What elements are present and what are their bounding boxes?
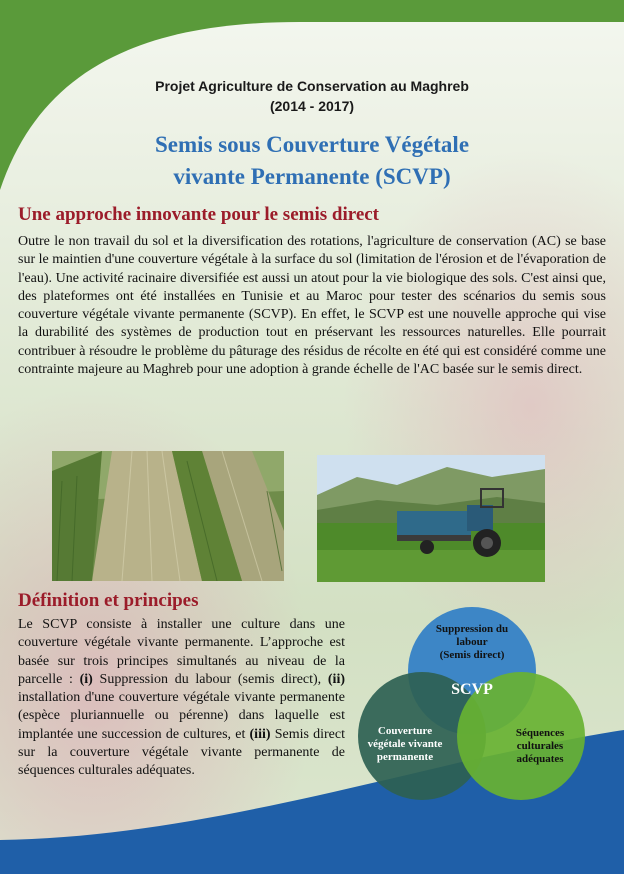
venn-right-label-2: culturales xyxy=(516,740,564,752)
venn-left-label-3: permanente xyxy=(376,751,434,763)
section-heading-definition: Définition et principes xyxy=(18,590,199,611)
project-title: Projet Agriculture de Conservation au Maghreb xyxy=(155,78,469,94)
section-heading-approach: Une approche innovante pour le semis direct xyxy=(18,204,380,225)
field-rows-photo xyxy=(52,451,284,581)
principle-marker-1: (i) xyxy=(79,671,93,687)
venn-top-label-2: labour xyxy=(456,636,488,648)
project-years: (2014 - 2017) xyxy=(269,98,355,114)
scvp-venn-diagram xyxy=(355,605,590,805)
principle-text-3: Semis direct sur la couverture végétale vivante permanente de séquences culturales adéquates. xyxy=(18,726,345,779)
venn-left-label-1: Couverture xyxy=(377,725,433,737)
principle-marker-3: (iii) xyxy=(249,726,271,742)
definition-intro: Le SCVP consiste à installer une culture dans une couverture végétale vivante permanente. L’approche est basée sur trois principes simultanés au niveau de la parcelle : xyxy=(18,617,345,687)
venn-top-label-3: (Semis direct) xyxy=(439,649,505,661)
venn-right-label-3: adéquates xyxy=(516,753,564,765)
venn-top-label-1: Suppression du xyxy=(435,623,509,635)
venn-left-label-2: végétale vivante xyxy=(367,738,443,750)
venn-center-label: SCVP xyxy=(451,681,493,698)
tractor-seeder-photo xyxy=(317,455,545,582)
venn-right-label-1: Séquences xyxy=(515,727,565,739)
principle-marker-2: (ii) xyxy=(327,671,345,687)
principle-text-2: installation d'une couverture végétale vivante permanente (espèce pluriannuelle ou pérenne) dans laquelle est implantée une succession de cultures, et xyxy=(18,690,345,742)
main-title-line1: Semis sous Couverture Végétale xyxy=(154,132,470,157)
definition-paragraph xyxy=(18,616,345,781)
main-title-line2: vivante Permanente (SCVP) xyxy=(173,164,451,189)
principle-text-1: Suppression du labour (semis direct), xyxy=(92,671,328,687)
approach-paragraph: Outre le non travail du sol et la diversification des rotations, l'agriculture de conservation (AC) se base sur le maintien d'une couverture végétale à la surface du sol (limitation de l'érosion et de l'évaporation de l'eau). Une activité racinaire diversifiée est aussi un atout pour la vie biologique des sols. C'est ainsi que, des plateformes ont été installées en Tunisie et au Maroc pour tester des scénarios du semis sous couverture végétale vivante permanente (SCVP). En effet, le SCVP est une nouvelle approche qui vise la durabilité des systèmes de production tout en préservant les ressources naturelles. Elle pourrait contribuer à résoudre le problème du pâturage des résidus de récolte en été qui est considéré comme une contrainte majeure au Maghreb pour une adoption à grande échelle de l'AC basée sur le semis direct. xyxy=(18,234,606,378)
